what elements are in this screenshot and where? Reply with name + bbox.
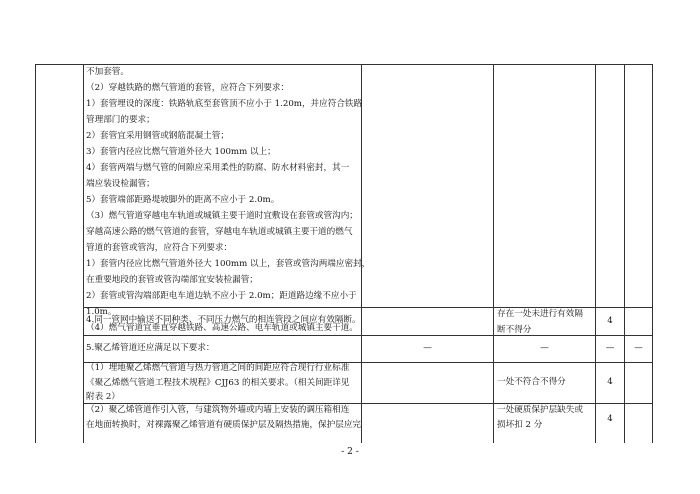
score-value: 4 [607, 377, 613, 387]
text-line: 4）套管两端与燃气管的间隙应采用柔性的防腐、防水材料密封，其一 [86, 163, 350, 173]
text-line: （1）埋地聚乙烯燃气管道与热力管道之间的间距应符合现行行业标准 [86, 363, 350, 373]
text-line: 端应装设检漏管； [86, 179, 155, 189]
table-border-left [35, 64, 36, 443]
text-line: （2）聚乙烯管道作引入管，与建筑物外墙或内墙上安装的调压箱相连 [86, 405, 350, 415]
requirement-text-block [86, 403, 361, 433]
text-line: （4）燃气管道宜垂直穿越铁路、高速公路、电车轨道或城镇主要干道。 [86, 323, 358, 333]
dash-placeholder: — [634, 343, 643, 353]
text-line: 穿越高速公路的燃气管道的套管，穿越电车轨道或城镇主要干道的燃气 [86, 227, 353, 237]
text-line: 在地面转换时，对裸露聚乙烯管道有硬质保护层及隔热措施，保护层应完 [86, 420, 362, 430]
page-number: - 2 - [341, 447, 359, 457]
dash-placeholder: — [605, 343, 615, 353]
text-line: 管道的套管或管沟，应符合下列要求： [86, 243, 233, 253]
dash-placeholder: — [423, 343, 432, 353]
dash-placeholder: — [540, 343, 549, 353]
text-line: （2）穿越铁路的燃气管道的套管，应符合下列要求： [86, 83, 290, 93]
score-value: 4 [607, 414, 613, 424]
text-line: 管理部门的要求； [86, 115, 155, 125]
text-line: （3）燃气管道穿越电车轨道或城镇主要干道时宜敷设在套管或管沟内； [86, 211, 358, 221]
text-line: 《聚乙烯燃气管道工程技术规程》CJJ63 的相关要求。（相关间距详见 [86, 377, 350, 388]
criteria-line: 断不得分 [497, 325, 532, 335]
text-line: 附表 2） [86, 392, 120, 402]
text-line: 1）套管内径应比燃气管道外径大 100mm 以上，套管或管沟两端应密封， [86, 259, 371, 269]
criteria-line: 一处硬质保护层缺失或 [497, 405, 583, 415]
text-line: 3）套管内径应比燃气管道外径大 100mm 以上； [86, 147, 276, 157]
scoring-criteria: 一处不符合不得分 [497, 377, 566, 387]
text-line: 5）套管端部距路堤坡脚外的距离不应小于 2.0m。 [86, 195, 280, 205]
column-divider [83, 64, 84, 443]
text-line: 1）套管埋设的深度：铁路轨底至套管顶不应小于 1.20m，并应符合铁路 [86, 99, 363, 109]
scoring-criteria [497, 306, 583, 338]
scoring-criteria [497, 403, 583, 433]
criteria-line: 损坏扣 2 分 [497, 420, 543, 430]
requirement-text-block [86, 64, 370, 336]
text-line: 2）套管宜采用钢管或钢筋混凝土管； [86, 131, 229, 141]
requirement-text: 5.聚乙烯管道还应满足以下要求： [86, 343, 215, 353]
table-border-right [652, 64, 653, 443]
requirement-text: 4.同一管网中输送不同种类、不同压力燃气的相连管段之间应有效隔断。 [86, 315, 361, 325]
score-value: 4 [607, 316, 613, 326]
text-line: 在重要地段的套管或管沟端部宜安装检漏管； [86, 275, 258, 285]
text-line: 不加套管。 [86, 67, 129, 77]
text-line: 1.0m。 [86, 307, 117, 317]
text-line: 2）套管或管沟端部距电车道边轨不应小于 2.0m；距道路边缘不应小于 [86, 291, 357, 301]
requirement-text-block [86, 361, 349, 405]
criteria-line: 存在一处未进行有效隔 [497, 309, 583, 319]
column-divider [493, 64, 494, 443]
column-divider [624, 64, 625, 443]
